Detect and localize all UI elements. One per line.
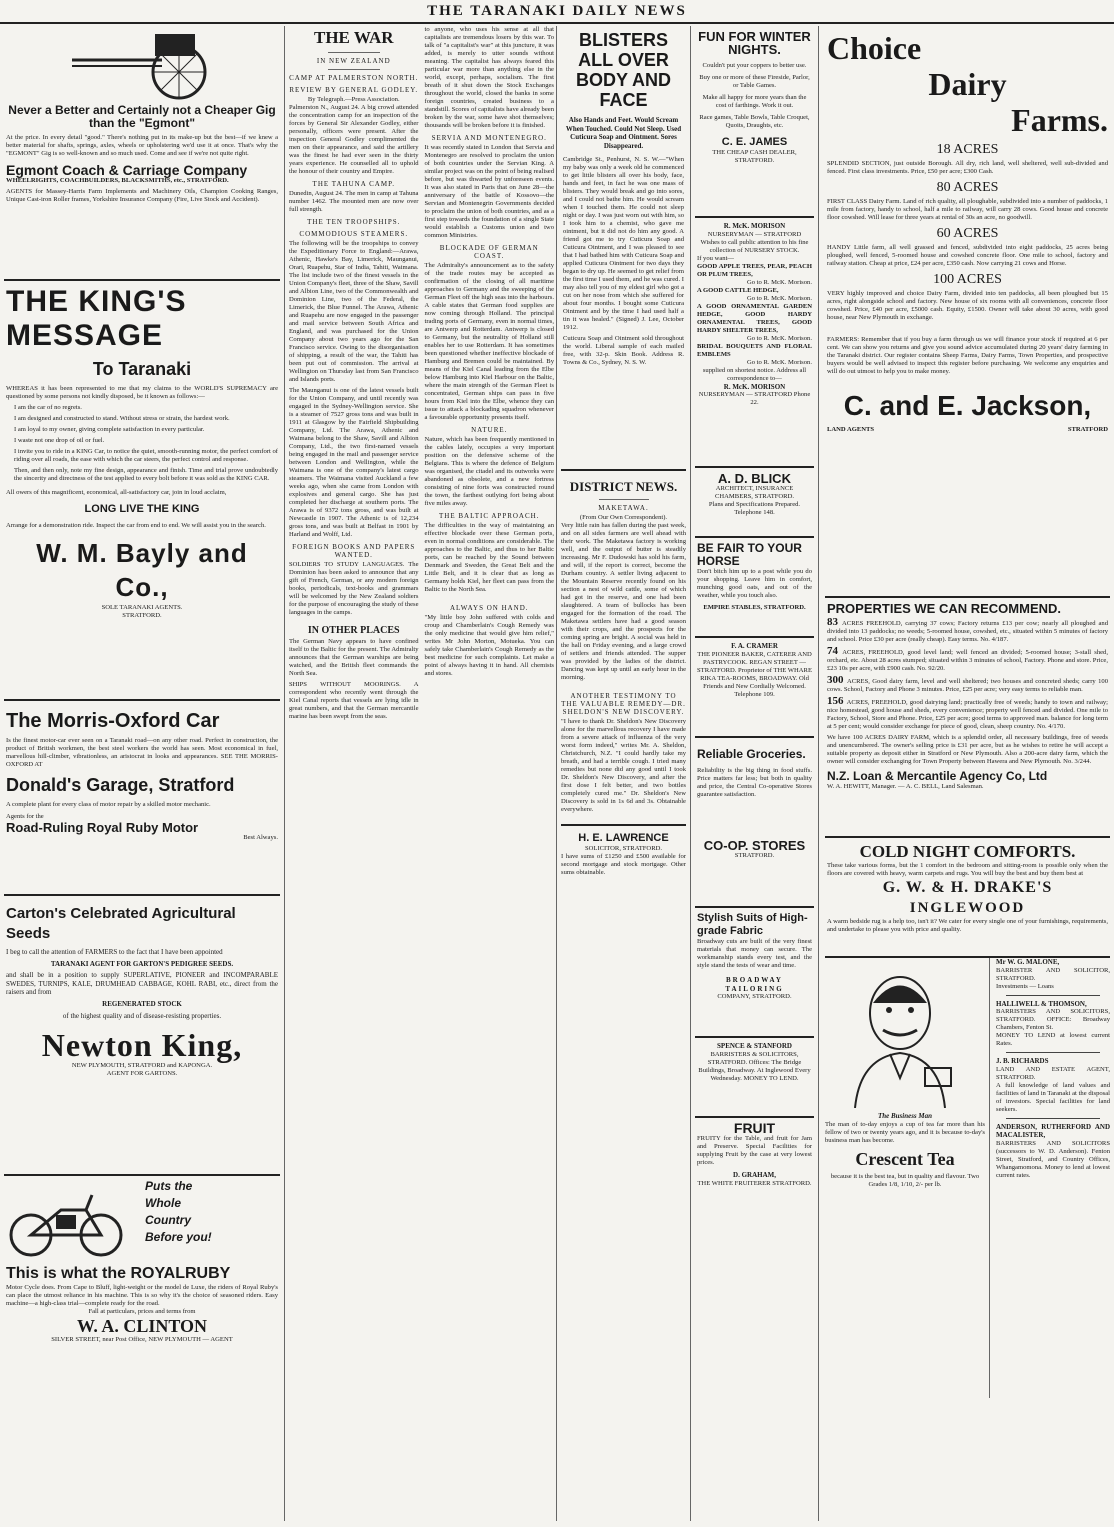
graham-sub: THE WHITE FRUITERER STRATFORD.: [697, 1179, 812, 1187]
carton-body: I beg to call the attention of FARMERS to the fact that I have been appointed: [6, 948, 223, 956]
war-p1: Palmerston N., August 24. A big crowd attended the concentration camp for an inspection of the forces by General Sir Alexander Godley, either personally, officers were present. After the inspection General Godley complimented the men on their appearance, and said the artillery was the finest he had ever seen in the thirty years experience. He counselled all to uphold the honour of their country and Empire.: [289, 104, 419, 175]
morison-ad: [695, 218, 814, 468]
kings-title-2: MESSAGE: [6, 319, 164, 352]
correspondent: (From Our Own Correspondent).: [579, 514, 668, 521]
property-acres: 156: [827, 695, 847, 707]
spence-name: SPENCE & STANFORD: [717, 1042, 792, 1050]
anderson-body: BARRISTERS AND SOLICITORS (successors to W. D. Anderson). Fenton Street, Stratford, and Country Offices, Whangamomona. Money to lend at lowest current rates.: [996, 1139, 1110, 1179]
war-title: THE WAR: [313, 28, 394, 47]
troopships: THE TEN TROOPSHIPS.: [307, 218, 401, 226]
trees-list: [697, 263, 812, 367]
lawrence-body: I have sums of £1250 and £500 available for second mortgage and stock mortgage. Other sums obtainable.: [561, 853, 686, 876]
if-want: If you want—: [697, 254, 734, 262]
bike-word: Before you!: [145, 1230, 212, 1244]
blick-tel: Plans and Specifications Prepared. Telephone 148.: [708, 501, 801, 516]
always-on-hand: ALWAYS ON HAND.: [449, 604, 529, 612]
goto-morison: Go to R. McK. Morison.: [746, 334, 812, 342]
motorcycle-icon: [6, 1180, 126, 1260]
cuticura-ad: [561, 26, 686, 471]
stylish-body: Broadway cuts are built of the very finest materials that money can secure. The workmanship stands every test, and the style stand the tests of wear and time.: [697, 938, 812, 969]
stylish-title: Stylish Suits of High-grade Fabric: [697, 912, 808, 937]
dairy-word: Dairy: [928, 66, 1007, 102]
drake-body: A warm bedside rug is a help too, isn't it? We cater for every single one of your furnishings, requirements, and undertake to please you with price and quality.: [827, 918, 1108, 933]
props-title: PROPERTIES WE CAN RECOMMEND.: [827, 601, 1062, 616]
nz-loan-ad: [825, 598, 1110, 838]
property-item: [827, 647, 1108, 673]
morris-body: Is the finest motor-car ever seen on a Taranaki road—on any other road. Perfect in construction, the product of British workmen, the best steel workers the world has seen. Most economical in fuel, marvellous hill-climber, vibrationless, an aristocrat in looks and appearances. SEE THE MORRIS-OXFORD AT: [6, 737, 278, 768]
reliable-title: Reliable Groceries.: [697, 747, 806, 761]
kings-title-1: THE KING'S: [6, 285, 187, 318]
royal-ruby-ad: [4, 1176, 280, 1421]
war-p2: Dunedin, August 24. The men in camp at Tahuna number 1462. The mounted men are now over full strength.: [289, 190, 419, 213]
kings-intro: WHEREAS it has been represented to me that my claims to the WORLD'S SUPREMACY are questioned by some persons not kindly disposed, be it known as follows:—: [6, 385, 278, 400]
coop-town: STRATFORD.: [734, 852, 775, 859]
blockade: BLOCKADE OF GERMAN COAST.: [439, 244, 539, 260]
empire-stables: EMPIRE STABLES, STRATFORD.: [703, 604, 806, 611]
crescent-tea-ad: [825, 958, 990, 1398]
tahuna: THE TAHUNA CAMP.: [312, 180, 395, 188]
inglewood: INGLEWOOD: [909, 900, 1026, 916]
land-agents: LAND AGENTS: [827, 426, 875, 433]
blick-ad: [695, 468, 814, 538]
kings-to: To Taranaki: [92, 359, 192, 379]
halliwell-sub: BARRISTERS AND SOLICITORS, STRATFORD. OFFICE: Broadway Chambers, Fenton St.: [996, 1008, 1110, 1032]
malone-inv: Investments — Loans: [996, 982, 1054, 990]
blisters-foot: Cuticura Soap and Ointment sold throughout the world. Liberal sample of each mailed free, with 32-p. Skin Book. Address R. Towns & Co., Sydney, N. S. W.: [563, 335, 684, 367]
property-text: ACRES, Good dairy farm, level and well sheltered; two houses and concreted sheds; carry 100 cows. School, Factory and Phone 3 minutes. Price, £25 per acre; very easy terms to reliable man.: [827, 678, 1108, 693]
another-testimony: ANOTHER TESTIMONY TO THE VALUABLE REMEDY—DR. SHELDON'S NEW DISCOVERY.: [561, 692, 686, 716]
richards-sub: LAND AND ESTATE AGENT, STRATFORD.: [996, 1065, 1110, 1081]
richards-name: J. B. RICHARDS: [996, 1057, 1049, 1066]
tree-item: [697, 343, 812, 367]
camp: CAMP AT PALMERSTON NORTH.: [289, 74, 419, 82]
tree-item-text: A GOOD CATTLE HEDGE,: [697, 286, 779, 294]
farms-word: Farms.: [1011, 102, 1108, 138]
kings-lines: [6, 404, 278, 483]
arrange-text: Arrange for a demonstration ride. Inspect the car from end to end. We will assist you in the search.: [6, 522, 266, 529]
blisters-sub: Also Hands and Feet. Would Scream When Touched. Could Not Sleep. Used Cuticura Soap and Ointment. Sores Disappeared.: [565, 116, 682, 150]
businessman-portrait-icon: [825, 958, 975, 1108]
cramer-name: F. A. CRAMER: [731, 642, 778, 650]
fair-title: BE FAIR TO YOUR HORSE: [697, 541, 802, 568]
jackson-name: C. and E. Jackson,: [843, 390, 1092, 421]
fruit-title: FRUIT: [733, 1120, 776, 1136]
broadway-name: BROADWAY TAILORING: [725, 976, 784, 993]
acres-18-body: SPLENDID SECTION, just outside Borough. All dry, rich land, well sheltered, well sub-divided and fenced. First class investments. Price, £50 per acre; £300 Cash.: [827, 160, 1108, 175]
nz-loan-sub: W. A. HEWITT, Manager. — A. C. BELL, Land Salesman.: [827, 783, 984, 790]
egmont-trades: WHEELRIGHTS, COACHBUILDERS, BLACKSMITHS, etc., STRATFORD.: [6, 177, 229, 184]
cold-title: COLD NIGHT COMFORTS.: [859, 842, 1076, 861]
acres-60: 60 ACRES: [936, 226, 999, 241]
property-acres: 83: [827, 616, 843, 628]
morris-title: The Morris-Oxford Car: [6, 710, 220, 732]
war-p6: The German Navy appears to have confined itself to the Baltic for the present. The Admiralty announces that the German warships are being watched, and the British fleet commands the North Sea.: [289, 638, 419, 677]
baltic-para: The difficulties in the way of maintaining an effective blockade over these German ports, even in normal conditions are considerable. The approaches to the Baltic, and thus to her Baltic ports, can be reached by the Sound between Denmark and Sweden, the Great Belt and the Little Belt, and it is clear that as long as Germany holds Kiel, her fleet can pass from the Baltic to the North Sea.: [424, 522, 554, 593]
district-body: Very little rain has fallen during the past week, and on all sides farmers are well ahead with their work. The Maketawa factory is working well, and the output of butter is steadily increasing. Mr F. Dudowski has sold his farm, and will, if the report is correct, become the Durham country. A settler living adjacent to the Mountain Reserve recently found on his section a nest of wild cattle, some of which had got in the reserve, and one had been slaughtered. A team of bullocks has been engaged for the formation of the road. The Maketawa settlers have had a good season with their crops, and the prospects for the coming spring are bright. A social was held in the hall on Friday evening, and a large crowd of settlers and friends attended. The supper was provided by the ladies of the district. Dancing was kept up until an early hour in the morning.: [561, 522, 686, 681]
agents-for: Agents for the: [6, 813, 44, 820]
press: By Telegraph.—Press Association.: [307, 96, 400, 103]
property-text: ACRES FREEHOLD, carrying 37 cows; Factory returns £13 per cow; nearly all ploughed and divided into 13 paddocks; no weeds; 5-roomed house, cowshed, etc., situated within 5 minutes of factory and school. Price £30 per acre (really cheap). Easy terms. No. 4/187.: [827, 620, 1108, 643]
morison-body: Wishes to call public attention to his fine collection of NURSERY STOCK.: [700, 238, 809, 254]
nursery: NURSERYMAN — STRATFORD: [707, 230, 802, 238]
property-text: ACRES, FREEHOLD, good level land; well fenced an divided; 5-roomed house; 3-stall shed, orchard, etc. About 28 acres stumped; situated within 3 minutes of school, Factory. Phone and store. Price, £23 10s per acre, with £900 cash. No. 92/20.: [827, 649, 1108, 672]
gig-heading: Never a Better and Certainly not a Cheaper Gig than the "Egmont": [8, 103, 276, 130]
morison-name-2: R. McK. MORISON: [723, 382, 786, 391]
fun-ad: [695, 26, 814, 218]
newton-king: Newton King,: [41, 1027, 243, 1064]
newton-agent: AGENT FOR GARTONS.: [106, 1070, 178, 1078]
coop-ad: [695, 738, 814, 908]
morison-name: R. McK. MORISON: [723, 222, 786, 230]
gig-body: At the price. In every detail "good." There's nothing put in its make-up but the best—if we knew a better material for shafts, springs, axles, wheels or upholstering we'd use it at once. That's why the "EGMONT" Gig is so well-known and so much used. Come and see if we're not quite right.: [6, 134, 278, 157]
acres-60-body: HANDY Little farm, all well grassed and fenced, subdivided into eight paddocks, 25 acres being ploughed, well fenced, 5-roomed house and cowshed concrete floor. One mile to school, factory and railway station. Cheap at price, £24 per acre, £350 cash. Now carrying 21 cows and Horse.: [827, 244, 1108, 267]
property-text: ACRES, FREEHOLD, good dairying land; practically free of weeds; handy to town and railway; nice homestead, good house and sheds, every convenience; property well fenced and divided. One mile to Factory, School, Store and Phone. Price, £25 per acre; good terms to approved man. balance for long term at 5 per cent; would consider exchange for piece of good, clean, sheep country. No. 4/170.: [827, 699, 1109, 730]
morris-ad: [4, 701, 280, 896]
halliwell-money: MONEY TO LEND at lowest current Rates.: [996, 1032, 1110, 1048]
other-places: IN OTHER PLACES: [307, 625, 400, 636]
jackson-town: STRATFORD: [1067, 426, 1108, 433]
reliable-body: Reliability is the big thing in food stuffs. Price matters far less; but both in quality and price, the Central Co-operative Stores guarantee satisfaction.: [697, 767, 812, 798]
baltic: THE BALTIC APPROACH.: [439, 512, 540, 520]
nature-para: Nature, which has been frequently mentioned in the cables lately, occupies a very important position on the defensive scheme of the Belgians. This is where the defence of Belgium was organised, the citadel and its outworks were abandoned as obsolete, and a new fortress consisting of nine forts was constructed round the town, the farthest outlying fort being about five miles away.: [424, 436, 554, 507]
column-5: [818, 26, 1110, 1521]
coop-stores: CO-OP. STORES: [703, 838, 806, 853]
crescent-tea: Crescent Tea: [855, 1148, 955, 1169]
column-2: [284, 26, 554, 1521]
acres-80: 80 ACRES: [936, 180, 999, 195]
bayly-sub: SOLE TARANAKI AGENTS.: [101, 604, 183, 611]
property-item: [827, 676, 1108, 694]
bike-word: Puts the: [145, 1179, 193, 1193]
graham-name: D. GRAHAM,: [733, 1171, 776, 1179]
blisters-title: BLISTERS ALL OVER BODY AND FACE: [575, 30, 671, 110]
broadway-sub: COMPANY, STRATFORD.: [717, 993, 792, 1001]
foreign: FOREIGN BOOKS AND PAPERS WANTED.: [292, 543, 416, 559]
tree-item-text: GOOD APPLE TREES, PEAR, PEACH OR PLUM TREES,: [697, 262, 812, 278]
lawrence: H. E. LAWRENCE: [561, 824, 686, 845]
clinton-name: W. A. CLINTON: [76, 1316, 208, 1336]
fun-body-1: Couldn't put your coppers to better use.: [702, 62, 807, 69]
acres-18: 18 ACRES: [936, 142, 999, 157]
fruit-body: FRUITY for the Table, and fruit for Jam and Preserve. Special Facilities for supplying Fruit by the case at very lowest prices.: [697, 1135, 812, 1166]
crescent-caption: The Business Man: [877, 1112, 933, 1120]
kings-outro: All owers of this magnificent, economical, all-satisfactory car, join in loud acclaim,: [6, 489, 227, 496]
lawrence-sub: SOLICITOR, STRATFORD.: [585, 845, 662, 852]
cold-body: These take various forms, but the 1 comfort in the bedroom and sitting-room is possible only when the floors are covered with heavy, warm carpets and rugs. You will buy the best and buy them best at: [827, 862, 1108, 877]
review: REVIEW BY GENERAL GODLEY.: [289, 86, 419, 94]
war-p7: SHIPS WITHOUT MOORINGS. A correspondent who recently went through the Kiel Canal reports that vessels are lying idle in great numbers, and that the German mercantile marine has been swept from the seas.: [289, 681, 419, 720]
fun-games: Race games, Table Bowls, Table Croquet, Quoits, Draughts, etc.: [699, 114, 810, 129]
property-item: [827, 697, 1108, 731]
egmont-agents: AGENTS for Massey-Harris Farm Implements and Machinery Oils, Champion Cooking Ranges, Unique Cast-iron Roller frames, Yorkshire Insurance Company (Fire, Live Stock and Accident).: [6, 188, 278, 203]
cramer-ad: [695, 638, 814, 738]
carton-agent: TARANAKI AGENT FOR GARTON'S PEDIGREE SEEDS.: [50, 959, 234, 968]
royal-ruby-title: This is what the ROYALRUBY: [6, 1265, 231, 1282]
carton-supply: and shall be in a position to supply SUPERLATIVE, PIONEER and INCOMPARABLE SWEDES, TURNIPS, KALE, DRUMHEAD CABBAGE, KOHL RABI, etc., direct from the raisers and from: [6, 971, 278, 997]
broadway-ad: [695, 908, 814, 1038]
carton-ad: [4, 896, 280, 1176]
nz-loan-name: N.Z. Loan & Mercantile Agency Co, Ltd: [827, 769, 1048, 783]
best-always: Best Always.: [243, 834, 278, 841]
gig-carriage-icon: [67, 30, 217, 100]
james-name: C. E. JAMES: [721, 136, 788, 148]
long-live: LONG LIVE THE KING: [84, 503, 200, 515]
column-4: [690, 26, 814, 1521]
kings-line: I am the car of no regrets.: [14, 404, 82, 411]
egmont-name: Egmont Coach & Carriage Company: [6, 162, 248, 178]
nature: NATURE.: [471, 426, 508, 434]
kings-line: I am designed and constructed to stand. Without stress or strain, the hardest work.: [14, 415, 230, 422]
war-p3: The following will be the troopships to convey the Expeditionary Force to England:—Arawa, Athenic, Hawke's Bay, Limerick, Maunganui, Orari, Ruapehu, Star of India, Tahiti, Waimana. The list include two of the finest vessels in the Union Company's fleet, three of the Shaw, Savill and Albion Line, two of the Commonwealth and Dominion Line, two of the Federal, the Limerick, the Blue Funnel. The Arawa, Athenic and Ruapehu are now engaged in the passenger and mail service between South Africa and England, and was purchased for the Union Company about two years ago for the San Francisco service. Owing to the disorganisation of shipping, a result of the war, the Tahiti has been put out of commission. The arrival at Wellington on Thursday last from San Francisco and Islands ports.: [289, 240, 419, 383]
ruby-motor: Road-Ruling Royal Ruby Motor: [6, 820, 199, 835]
war-p5: SOLDIERS TO STUDY LANGUAGES. The Dominion has been asked to announce that any gift of French, German, or any modern foreign books, periodicals, text-books and grammars will be welcomed by the New Zealand soldiers for the purpose of encouraging the study of these languages in the camps.: [289, 561, 419, 616]
masthead: THE TARANAKI DAILY NEWS: [0, 0, 1114, 24]
district-news: DISTRICT NEWS.: [569, 479, 678, 494]
choice-dairy-ad: [825, 26, 1110, 598]
cramer-body: THE PIONEER BAKER, CATERER AND PASTRYCOOK. REGAN STREET — STRATFORD. Proprietor of THE WHARE RIKA TEA-ROOMS, BROADWAY. Old Friends and New Cordially Welcomed. Telephone 109.: [697, 650, 812, 698]
kings-line: Then, and then only, note my fine design, appearance and finish. Time and trial prove undoubtedly the sincerity and directness of the test applied to every bolt before it was sold as the KING CAR.: [14, 467, 278, 482]
column-3: [556, 26, 686, 1521]
tree-item: [697, 303, 812, 343]
property-acres: 74: [827, 645, 843, 657]
bike-word: Country: [145, 1213, 191, 1227]
acres-100: 100 ACRES: [933, 272, 1002, 287]
morison-phone: NURSERYMAN — STRATFORD Phone 22.: [698, 391, 811, 407]
choice-word: Choice: [827, 30, 922, 66]
bayly-name: W. M. Bayly and Co.,: [36, 538, 248, 602]
clinton-addr: SILVER STREET, near Post Office, NEW PLYMOUTH — AGENT: [51, 1336, 233, 1343]
acres-80-body: FIRST CLASS Dairy Farm. Land of rich quality, all ploughable, subdivided into a number of paddocks, 1 mile from factory, handy to school, half a mile to railway, will carry 28 cows. Good house and concrete floor cowshed. Will lease for three years at rental of 30s an acre, no goodwill.: [827, 198, 1108, 221]
fun-body-3: Make all happy for more years than the cost of farthings. Work it out.: [702, 94, 807, 109]
drake-ad: [825, 838, 1110, 958]
crescent-price: because it is the best tea, but in quality and flavour. Two Grades 1/8, 1/10, 2/- per lb.: [830, 1172, 980, 1188]
highest: of the highest quality and of disease-resisting properties.: [62, 1011, 222, 1020]
fair-body: Don't bitch him up to a post while you do your shopping. Leave him in comfort, munching good oats, and out of the weather, while you touch also.: [697, 568, 812, 599]
capitalist-para: to anyone, who uses his sense at all that capitalists are tremendous losers by this war. To talk of "a capitalist's war" at this juncture, it was added, is merely to utter sounds without meaning. The capitalist has always feared this particular war more than anything else in the world, except, perhaps, socialism. The first breath of it shut down the Stock Exchanges throughout the world, closed the banks in some foreign countries, created business to a standstill. Scores of capitalists have already been broken by the war, some have shot themselves; thousands will be broken before it is finished.: [424, 26, 554, 129]
blick-name: A. D. BLICK: [718, 471, 791, 486]
another-body: "I have to thank Dr. Sheldon's New Discovery alone for the marvellous recovery I have made from a severe attack of influenza of the very worst form indeed," writes Mr. A. Sheldon, Christchurch, N.Z. "I could hardly take my breath, and had a terrible cough. I tried many remedies but none did any good until I took Dr. Sheldon's New Discovery, and after the first dose I felt better, and two bottles completely cured me." Dr. Sheldon's New Discovery is sold in 1s 6d and 3s. Obtainable everywhere.: [561, 718, 686, 813]
props-list: [827, 618, 1108, 731]
crescent-sub: The man of to-day enjoys a cup of tea far more than his fellow of two or twenty years ago, and it is because to-day's business man has become.: [825, 1120, 985, 1144]
props-tail: We have 100 ACRES DAIRY FARM, which is a splendid order, all necessary buildings, free of weeds and unencumbered. The owner's selling price is £31 per acre, but as he wishes to retire he will accept a suitable property as deposit either in Stratford or New Plymouth. Also a 200-acre dairy farm, which the owner will consider exchanging for Town Property between Hawera and New Plymouth. No. 3/244.: [827, 734, 1108, 765]
blick-sub: ARCHITECT, INSURANCE CHAMBERS, STRATFORD.: [715, 485, 794, 500]
halliwell-name: HALLIWELL & THOMSON,: [996, 999, 1087, 1008]
tree-item: [697, 287, 812, 303]
servia: SERVIA AND MONTENEGRO.: [431, 134, 547, 142]
bottom-right-ads: [825, 958, 1110, 1398]
malone-name: Mr W. G. MALONE,: [996, 958, 1060, 966]
war-p4: The Maunganui is one of the latest vessels built for the Union Company, and until recently was engaged in the Sydney-Wellington service. She is a steamer of 7527 gross tons and was built in 1911 at Glasgow by the Fairfield Shipbuilding Company, Ltd. The Arawa, Athenic and Waimana belong to the Shaw, Savill and Albion Company, Ltd., the two first-named vessels being engaged in the mail and passenger service between London and Wellington, while the Waimana is one of the company's latest cargo steamers. The Waimana visited Auckland a few weeks ago, when she came from London with explosives and general cargo. She has just completed her discharge at southern ports. The Arawa is of 9372 tons gross, and was built at Newcastle in 1907. The Athenic is of 12,234 gross tons, and was built at Belfast in 1901 by Harland and Wolff, Ltd.: [289, 387, 419, 538]
clinton-sub: Fall at particulars, prices and terms from: [88, 1308, 196, 1315]
kings-line: I invite you to ride in a KING Car, to notice the quiet, smooth-running motor, the perfect comfort of riding over all roads, the ease with which the car steers, the perfect control and response.: [14, 448, 278, 463]
blockade-para: The Admiralty's announcement as to the safety of the trade routes may be accepted as confirmation of the closing of all maritime approaches to Germany and the sweeping of the German Fleet off the high seas into the harbours. A cable states that German food supplies are now coming through Holland. The principal trading ports of Germany, even in normal times, are Antwerp and Rotterdam. Antwerp is closed to Germany, but the neutrality of Holland still enables her to use Rotterdam. It has sometimes been questioned whether ineffective blockade of Hamburg and Bremen could be maintained. By means of the Kiel Canal leading from the Elbe below Hamburg into Kiel Harbour on the Baltic, where the main strength of the German Fleet is concentrated, German ships can pass in five hours from Kiel into the Elbe, whence they can issue to attack a blockading squadron whenever a favourable opportunity presents itself.: [424, 262, 554, 421]
james-sub: THE CHEAP CASH DEALER, STRATFORD.: [712, 149, 797, 164]
farmers-note: FARMERS: Remember that if you buy a farm through us we will finance your stock if required at 6 per cent. We can show you returns and give you sound advice accumulated during 20 years' dairy farming in the Taranaki district. Our register contains Sheep Farms, Dairy Farms, Town Properties, and prospective buyers would be well advised to inspect this register before purchasing. We welcome any enquiries and will do out utmost to help you to make money.: [827, 336, 1108, 375]
bike-words: [145, 1180, 278, 1264]
kings-message-ad: [4, 281, 280, 701]
regenerated: REGENERATED STOCK: [102, 999, 182, 1008]
goto-morison: Go to R. McK. Morison.: [746, 358, 812, 366]
fun-body-2: Buy one or more of these Fireside, Parlor, or Table Games.: [699, 74, 810, 89]
in-nz: IN NEW ZEALAND: [316, 57, 391, 65]
tree-item-text: BRIDAL BOUQUETS AND FLORAL EMBLEMS: [697, 342, 812, 358]
richards-body: A full knowledge of land values and facilities of land in Taranaki at the disposal of investors. Special facilities for land seekers.: [996, 1081, 1110, 1113]
property-acres: 300: [827, 674, 847, 686]
kings-line: I waste not one drop of oil or fuel.: [14, 437, 105, 444]
goto-morison: Go to R. McK. Morison.: [746, 278, 812, 286]
egmont-ad: [4, 26, 280, 281]
anderson-name: ANDERSON, RUTHERFORD AND MACALISTER,: [996, 1122, 1110, 1140]
maketawa: MAKETAWA.: [598, 504, 649, 512]
goto-morison: Go to R. McK. Morison.: [746, 294, 812, 302]
commodious: COMMODIOUS STEAMERS.: [299, 230, 409, 238]
malone-sub: BARRISTER AND SOLICITOR, STRATFORD.: [996, 966, 1110, 982]
bike-word: Whole: [145, 1196, 181, 1210]
spence-ad: [695, 1038, 814, 1118]
drake-name: G. W. & H. DRAKE'S: [882, 879, 1053, 896]
donald-name: Donald's Garage, Stratford: [6, 775, 235, 795]
newton-towns: NEW PLYMOUTH, STRATFORD and KAPONGA.: [71, 1062, 213, 1070]
kings-line: I am loyal to my owner, giving complete satisfaction in every particular.: [14, 426, 205, 433]
blisters-body: Cambridge St., Penhurst, N. S. W.—"When my baby was only a week old he commenced to get little blisters all over his body, face, hands and feet, in fact he was one mass of blisters. They would break and go into sores, and I could not bathe him. He would scream when I touched them. He could not sleep night or day. I was just worn out with him, so I took him to a chemist, who gave me ointment, but it did not do him any good. A friend got me to try Cuticura Soap and Cuticura Ointment, and I was pleased to see that I had bathed him with Cuticura Soap and applied Cuticura Ointment for two days they began to dry up. He seemed to get relief from the first time I used them, and he was cured. I may also tell you of my eldest girl who got a cut on her nose from which she suffered for about four months. I bought some Cuticura Ointment and by the time I had used half a tin it was healed." (Signed) J. Lee, October 1912.: [563, 156, 684, 332]
always-para: "My little boy John suffered with colds and croup and Chamberlain's Cough Remedy was the only medicine that would give him relief," writes Mr John Morton, Motueka. You can safely take Chamberlain's Cough Remedy as the best medicine for such complaints. Let make a point of always having it in hand. All chemists and stores.: [424, 614, 554, 677]
spence-body: BARRISTERS & SOLICITORS, STRATFORD. Offices: The Bridge Buildings, Broadway. At Inglewood Every Wednesday. MONEY TO LEND.: [698, 1050, 811, 1082]
supplied: supplied on shortest notice. Address all correspondence to—: [702, 366, 807, 382]
horse-ad: [695, 538, 814, 638]
property-item: [827, 618, 1108, 644]
tree-item: [697, 263, 812, 287]
fun-title: FUN FOR WINTER NIGHTS.: [698, 29, 811, 57]
carton-title: Carton's Celebrated Agricultural Seeds: [6, 905, 236, 942]
fruit-ad: [695, 1118, 814, 1238]
bayly-town: STRATFORD.: [122, 612, 162, 619]
donald-body: A complete plant for every class of motor repair by a skilled motor mechanic.: [6, 801, 211, 808]
servia-para: It was recently stated in London that Servia and Montenegro are resolved to proclaim the union of both countries under the Servian King. A similar project was on the point of being realised before, but was thwarted by unforeseen events. It was also stated in Paris that on June 28—the anniversary of the battle of Kossovo—the Servian and Montenegrin Governments decided to proclaim the union of both countries, and as a first step towards the foundation of a single State would establish a Customs union and two common Ministries.: [424, 144, 554, 239]
solicitors-ads: [990, 958, 1110, 1398]
royal-ruby-body: Motor Cycle does. From Cape to Bluff, light-weight or the model de Luxe, the riders of Royal Ruby's can place the utmost reliance in his machine. This is so why it's the choice of seasoned riders. Easy machine—a high-class trial—complete ready for the road.: [6, 1284, 278, 1307]
acres-100-body: VERY highly improved and choice Dairy Farm, divided into ten paddocks, all been ploughed but 15 acres, right alongside school and factory. New house of six rooms with all conveniences, concrete floor cowshed. Price, £40 per acre, £5000 cash. Equity, £1500. Owner will take about 30 acres, with good house, near New Plymouth in exchange.: [827, 290, 1108, 321]
tree-item-text: A GOOD ORNAMENTAL GARDEN HEDGE, GOOD HARDY ORNAMENTAL TREES, GOOD HARDY SHELTER TREES,: [697, 302, 812, 334]
column-1: [4, 26, 280, 1521]
